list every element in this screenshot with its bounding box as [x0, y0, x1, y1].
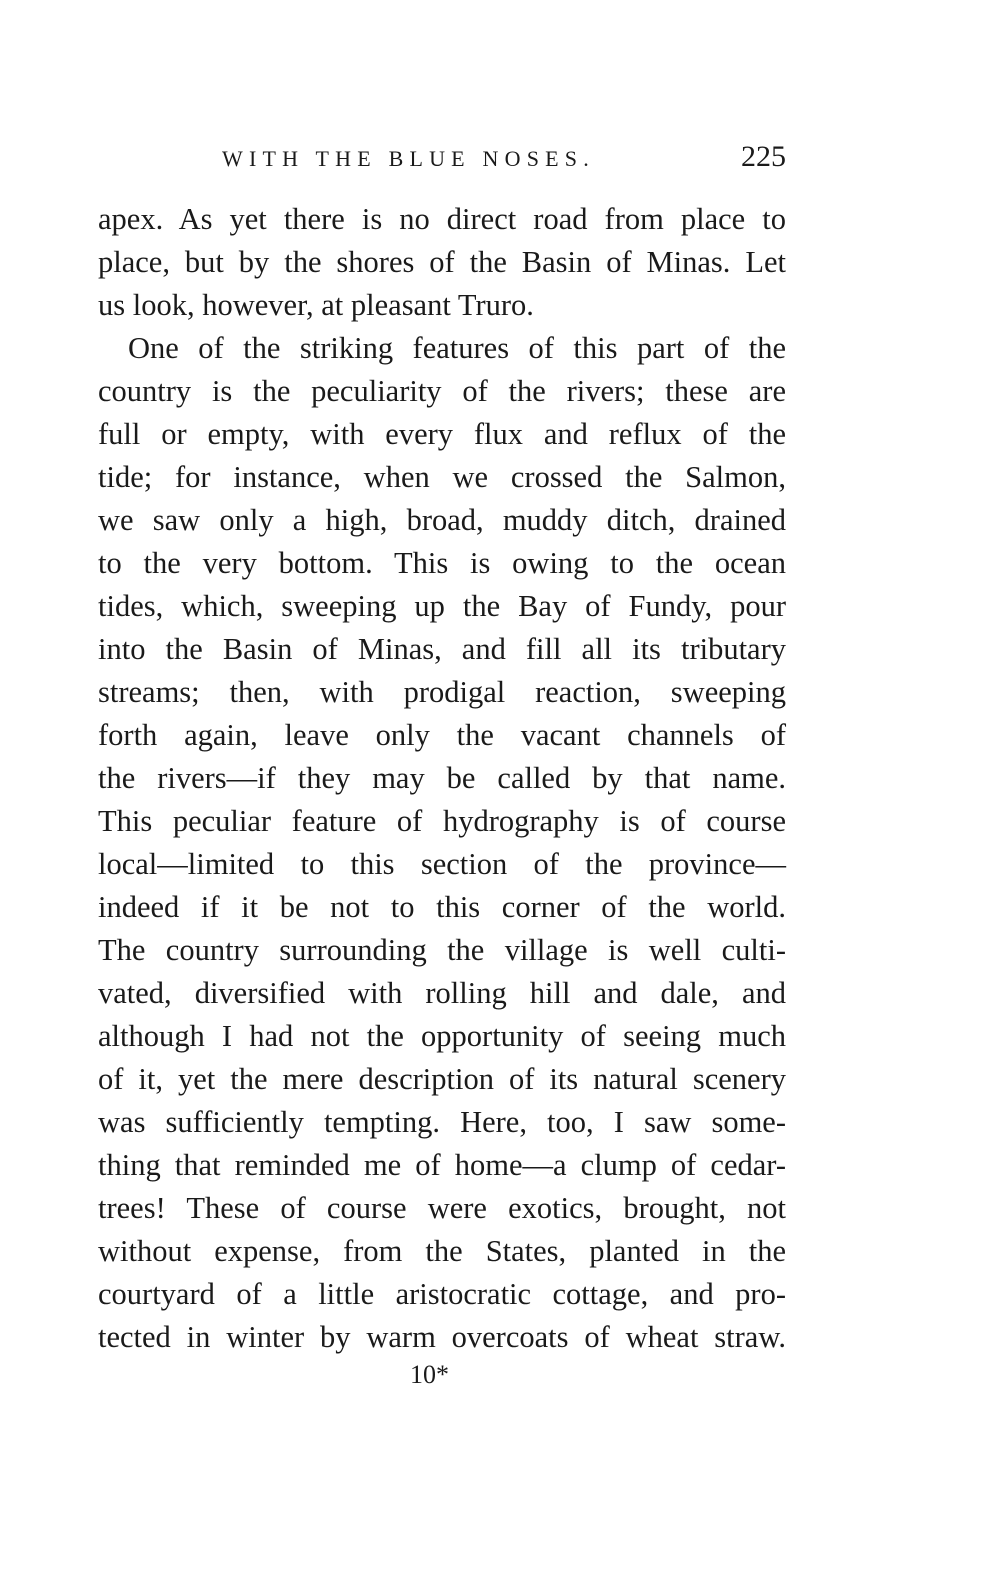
text-line: into the Basin of Minas, and fill all its tributary [98, 632, 786, 666]
text-line: the rivers—if they may be called by that name. [98, 761, 786, 795]
text-line: The country surrounding the village is well culti- [98, 933, 786, 967]
text-line: This peculiar feature of hydrography is of course [98, 804, 786, 838]
text-line: us look, however, at pleasant Truro. [98, 288, 534, 322]
page-number: 225 [741, 140, 786, 173]
text-line: vated, diversified with rolling hill and dale, and [98, 976, 786, 1010]
text-line: indeed if it be not to this corner of the world. [98, 890, 786, 924]
text-line: country is the peculiarity of the rivers; these are [98, 374, 786, 408]
running-title: WITH THE BLUE NOSES. [222, 146, 595, 171]
text-line: local—limited to this section of the province— [98, 847, 786, 881]
text-line: forth again, leave only the vacant channels of [98, 718, 786, 752]
text-line: we saw only a high, broad, muddy ditch, drained [98, 503, 786, 537]
text-line: courtyard of a little aristocratic cottage, and pro- [98, 1277, 786, 1311]
text-line: thing that reminded me of home—a clump of cedar- [98, 1148, 786, 1182]
text-line: place, but by the shores of the Basin of Minas. Let [98, 245, 786, 279]
text-line: streams; then, with prodigal reaction, sweeping [98, 675, 786, 709]
text-line: trees! These of course were exotics, brought, not [98, 1191, 786, 1225]
text-line: was sufficiently tempting. Here, too, I saw some- [98, 1105, 786, 1139]
body-text [98, 198, 786, 1359]
text-line: tides, which, sweeping up the Bay of Fundy, pour [98, 589, 786, 623]
text-line: apex. As yet there is no direct road from place to [98, 202, 786, 236]
text-line: although I had not the opportunity of seeing much [98, 1019, 786, 1053]
text-line: to the very bottom. This is owing to the ocean [98, 546, 786, 580]
running-head [222, 140, 786, 176]
text-line: One of the striking features of this part of the [128, 331, 786, 365]
text-line: tide; for instance, when we crossed the Salmon, [98, 460, 786, 494]
text-line: of it, yet the mere description of its natural scenery [98, 1062, 786, 1096]
signature-mark: 10* [410, 1360, 449, 1389]
text-line: without expense, from the States, planted in the [98, 1234, 786, 1268]
text-line: tected in winter by warm overcoats of wheat straw. [98, 1320, 786, 1354]
text-line: full or empty, with every flux and reflux of the [98, 417, 786, 451]
